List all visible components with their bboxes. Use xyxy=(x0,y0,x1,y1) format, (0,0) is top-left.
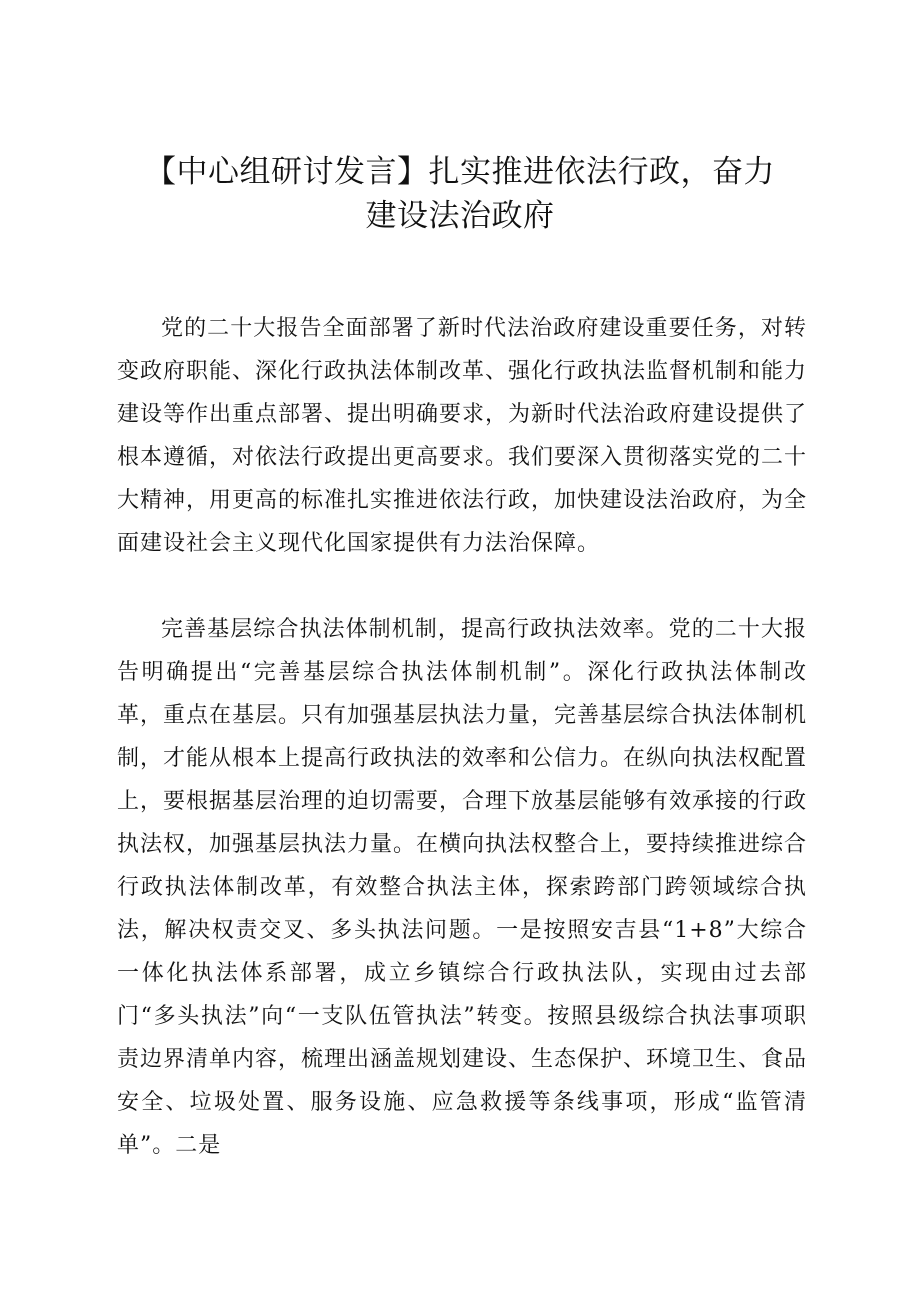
document-title xyxy=(100,150,820,238)
paragraph-introduction: 党的二十大报告全面部署了新时代法治政府建设重要任务，对转变政府职能、深化行政执法体制改革、强化行政执法监督机制和能力建设等作出重点部署、提出明确要求，为新时代法治政府建设提供了根本遵循，对依法行政提出更高要求。我们要深入贯彻落实党的二十大精神，用更高的标准扎实推进依法行政，加快建设法治政府，为全面建设社会主义现代化国家提供有力法治保障。 xyxy=(117,316,808,556)
paragraph-grassroots-enforcement: 完善基层综合执法体制机制，提高行政执法效率。党的二十大报告明确提出“完善基层综合执法体制机制”。深化行政执法体制改革，重点在基层。只有加强基层执法力量，完善基层综合执法体制机制，才能从根本上提高行政执法的效率和公信力。在纵向执法权配置上，要根据基层治理的迫切需要，合理下放基层能够有效承接的行政执法权，加强基层执法力量。在横向执法权整合上，要持续推进综合行政执法体制改革，有效整合执法主体，探索跨部门跨领域综合执法，解决权责交叉、多头执法问题。一是按照安吉县“1+8”大综合一体化执法体系部署，成立乡镇综合行政执法队，实现由过去部门“多头执法”向“一支队伍管执法”转变。按照县级综合执法事项职责边界清单内容，梳理出涵盖规划建设、生态保护、环境卫生、食品安全、垃圾处置、服务设施、应急救援等条线事项，形成“监管清单”。二是 xyxy=(117,617,808,1158)
title-line-1: 【中心组研讨发言】扎实推进依法行政，奋力 xyxy=(145,154,775,190)
title-line-2: 建设法治政府 xyxy=(365,198,555,234)
